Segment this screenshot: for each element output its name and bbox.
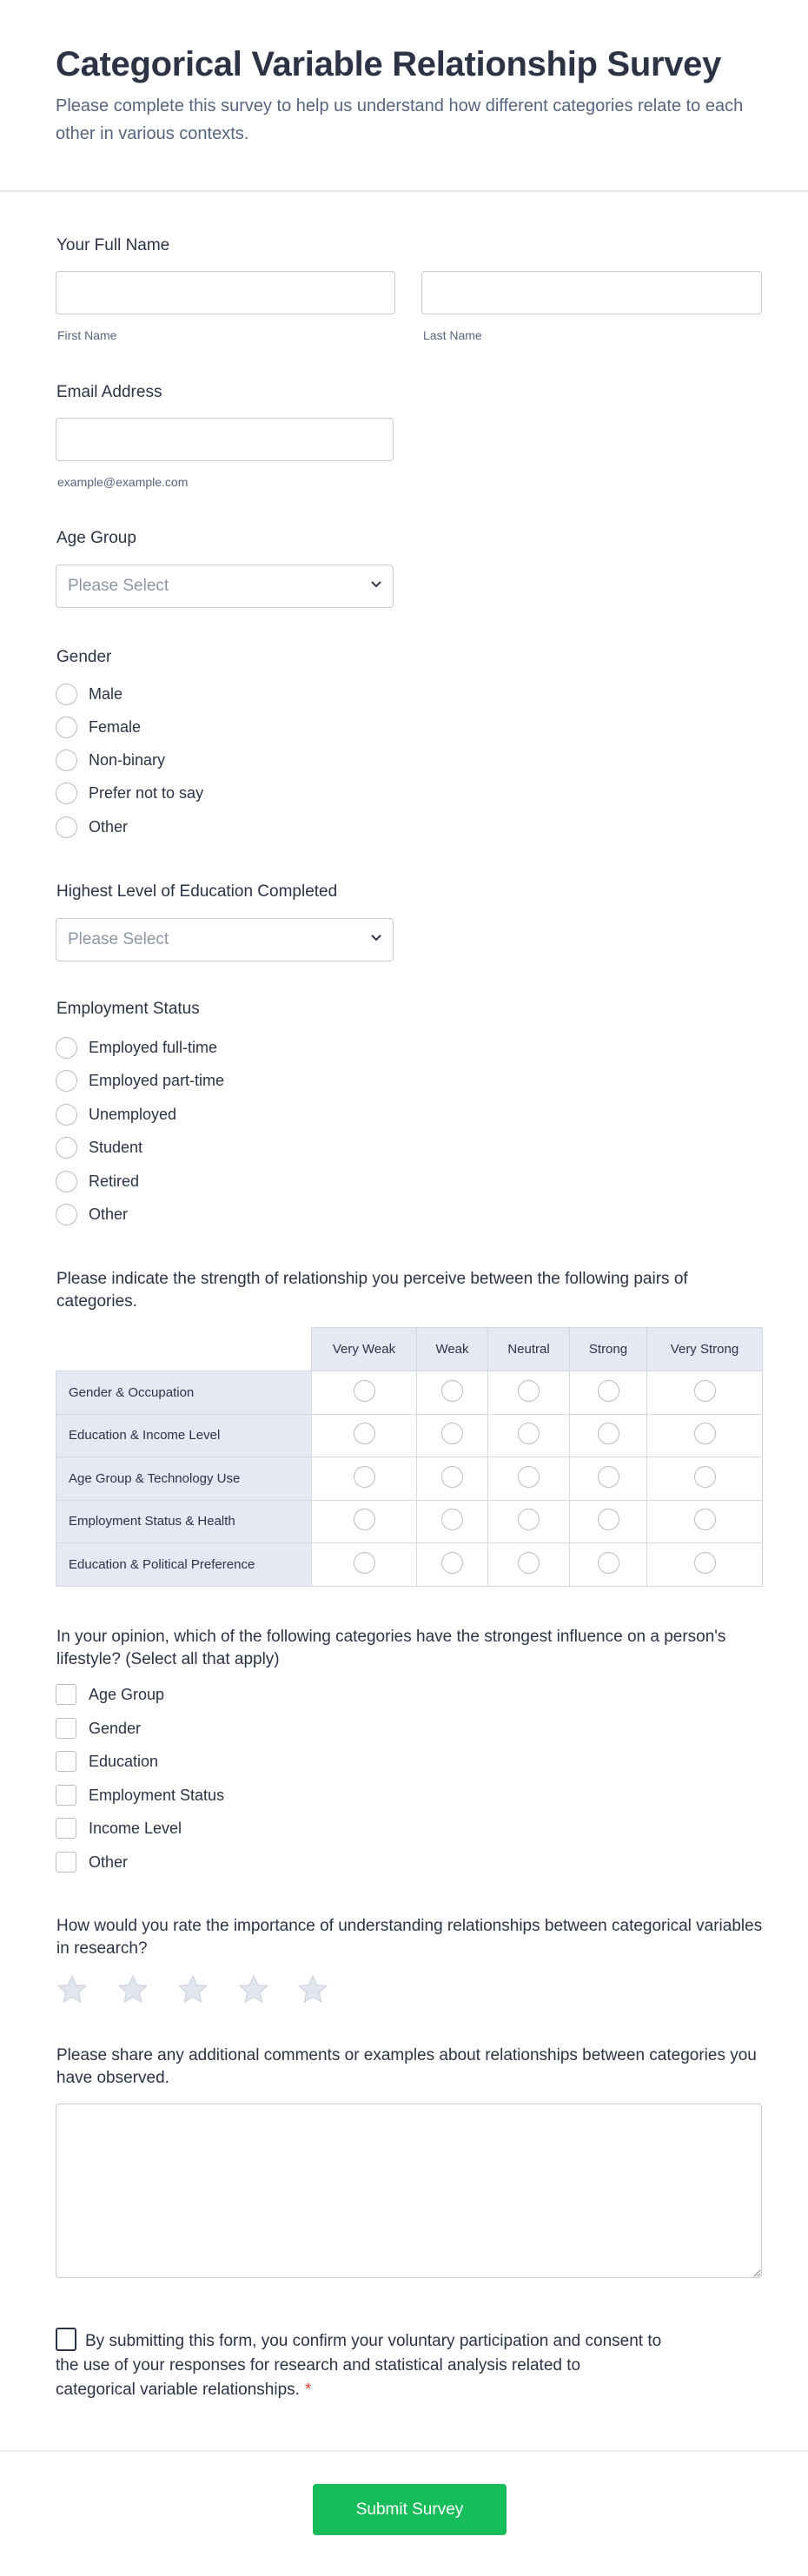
option-label: Education (89, 1752, 159, 1770)
first-name-hint: First Name (57, 328, 117, 342)
matrix-cell[interactable] (312, 1371, 417, 1415)
matrix-cell[interactable] (570, 1414, 647, 1457)
option-label: Gender (89, 1719, 142, 1737)
matrix-row-label: Education & Income Level (56, 1414, 312, 1457)
radio-button[interactable] (518, 1509, 540, 1530)
matrix-row-label: Employment Status & Health (56, 1500, 312, 1543)
checkbox[interactable] (56, 1818, 76, 1839)
employment-option[interactable] (56, 1202, 128, 1226)
matrix-row (56, 1414, 763, 1457)
divider (0, 2450, 808, 2452)
option-label: Income Level (89, 1819, 182, 1837)
radio-button[interactable] (694, 1552, 716, 1574)
employment-option[interactable] (56, 1102, 176, 1126)
gender-option[interactable] (56, 682, 123, 706)
matrix-cell[interactable] (488, 1500, 570, 1543)
consent-text: By submitting this form, you confirm your voluntary participation and consent to the use of your responses for research and statistical analysis related to categorical variable relationships. (56, 2332, 662, 2399)
matrix-cell[interactable] (312, 1543, 417, 1587)
matrix-cell[interactable] (488, 1371, 570, 1415)
checkbox[interactable] (56, 1852, 76, 1873)
radio-button[interactable] (56, 1204, 77, 1225)
gender-label: Gender (56, 648, 112, 666)
radio-button[interactable] (56, 750, 77, 771)
education-select[interactable] (56, 918, 394, 961)
chevron-down-icon (370, 931, 382, 943)
gender-option[interactable] (56, 781, 203, 805)
employment-option[interactable] (56, 1169, 139, 1193)
radio-button[interactable] (441, 1466, 463, 1488)
employment-option[interactable] (56, 1135, 142, 1159)
radio-button[interactable] (56, 1137, 77, 1159)
matrix-cell[interactable] (570, 1500, 647, 1543)
radio-button[interactable] (518, 1552, 540, 1574)
matrix-cell[interactable] (647, 1457, 763, 1501)
matrix-column-header: Neutral (488, 1328, 570, 1371)
matrix-row-label: Gender & Occupation (56, 1371, 312, 1415)
option-label: Employed part-time (89, 1071, 225, 1089)
comments-question: Please share any additional comments or examples about relationships between categories you have observed. (56, 2046, 757, 2087)
matrix-cell[interactable] (570, 1371, 647, 1415)
checkbox[interactable] (56, 1684, 76, 1705)
consent-block (56, 2328, 664, 2402)
gender-option[interactable] (56, 815, 128, 839)
radio-button[interactable] (441, 1552, 463, 1574)
age-group-select[interactable] (56, 565, 394, 608)
matrix-cell[interactable] (647, 1543, 763, 1587)
last-name-hint: Last Name (423, 328, 482, 342)
matrix-question: Please indicate the strength of relationship you perceive between the following pairs of categories. (56, 1270, 688, 1311)
full-name-label: Your Full Name (56, 236, 170, 254)
radio-button[interactable] (354, 1466, 375, 1488)
radio-button[interactable] (694, 1423, 716, 1444)
radio-button[interactable] (598, 1509, 619, 1530)
influence-option[interactable] (56, 1682, 164, 1707)
radio-button[interactable] (598, 1552, 619, 1574)
checkbox[interactable] (56, 1718, 76, 1739)
star-icon[interactable] (176, 1973, 210, 2006)
rating-question: How would you rate the importance of understanding relationships between categorical variables in research? (56, 1917, 763, 1958)
relationship-matrix (56, 1327, 763, 1587)
option-label: Non-binary (89, 750, 166, 769)
matrix-cell[interactable] (488, 1414, 570, 1457)
radio-button[interactable] (441, 1380, 463, 1402)
radio-button[interactable] (354, 1380, 375, 1402)
option-label: Age Group (89, 1685, 165, 1703)
matrix-cell[interactable] (417, 1543, 488, 1587)
option-label: Female (89, 717, 142, 736)
influence-option[interactable] (56, 1749, 158, 1773)
radio-button[interactable] (56, 684, 77, 705)
radio-button[interactable] (354, 1423, 375, 1444)
option-label: Retired (89, 1172, 140, 1190)
matrix-cell[interactable] (570, 1543, 647, 1587)
option-label: Male (89, 684, 123, 703)
age-group-label: Age Group (56, 529, 136, 547)
option-label: Other (89, 1205, 129, 1223)
last-name-input[interactable] (421, 271, 762, 314)
matrix-corner (56, 1328, 312, 1371)
matrix-row (56, 1543, 763, 1587)
radio-button[interactable] (694, 1380, 716, 1402)
matrix-cell[interactable] (312, 1500, 417, 1543)
option-label: Other (89, 817, 129, 836)
matrix-column-header: Very Weak (312, 1328, 417, 1371)
radio-button[interactable] (598, 1380, 619, 1402)
gender-option[interactable] (56, 715, 141, 739)
education-label: Highest Level of Education Completed (56, 882, 338, 901)
matrix-cell[interactable] (417, 1500, 488, 1543)
radio-button[interactable] (694, 1466, 716, 1488)
matrix-cell[interactable] (570, 1457, 647, 1501)
radio-button[interactable] (441, 1423, 463, 1444)
submit-button[interactable]: Submit Survey (313, 2484, 507, 2535)
divider (0, 190, 808, 192)
option-label: Student (89, 1138, 143, 1156)
age-group-placeholder: Please Select (68, 577, 169, 595)
influence-option[interactable] (56, 1816, 182, 1840)
matrix-row (56, 1457, 763, 1501)
matrix-column-header: Very Strong (647, 1328, 763, 1371)
radio-button[interactable] (598, 1423, 619, 1444)
radio-button[interactable] (518, 1466, 540, 1488)
radio-button[interactable] (56, 1104, 77, 1126)
matrix-cell[interactable] (417, 1457, 488, 1501)
option-label: Unemployed (89, 1105, 177, 1123)
gender-option[interactable] (56, 748, 165, 772)
star-icon[interactable] (55, 1973, 89, 2006)
radio-button[interactable] (518, 1380, 540, 1402)
radio-button[interactable] (441, 1509, 463, 1530)
radio-button[interactable] (56, 1037, 77, 1059)
matrix-cell[interactable] (417, 1414, 488, 1457)
radio-button[interactable] (354, 1509, 375, 1530)
page-title: Categorical Variable Relationship Survey (56, 45, 722, 83)
radio-button[interactable] (56, 1070, 77, 1092)
influence-option[interactable] (56, 1716, 141, 1740)
matrix-row (56, 1371, 763, 1415)
star-icon[interactable] (236, 1973, 271, 2006)
matrix-row (56, 1500, 763, 1543)
matrix-cell[interactable] (312, 1414, 417, 1457)
option-label: Employment Status (89, 1786, 225, 1804)
matrix-cell[interactable] (488, 1543, 570, 1587)
radio-button[interactable] (354, 1552, 375, 1574)
email-input[interactable] (56, 418, 394, 461)
checkbox[interactable] (56, 1751, 76, 1772)
chevron-down-icon (370, 578, 382, 590)
employment-option[interactable] (56, 1068, 224, 1093)
employment-option[interactable] (56, 1035, 217, 1060)
matrix-cell[interactable] (647, 1500, 763, 1543)
education-placeholder: Please Select (68, 930, 169, 948)
radio-button[interactable] (56, 1171, 77, 1192)
matrix-row-label: Education & Political Preference (56, 1543, 312, 1587)
radio-button[interactable] (56, 717, 77, 738)
matrix-cell[interactable] (417, 1371, 488, 1415)
radio-button[interactable] (56, 783, 77, 804)
checkbox[interactable] (56, 1785, 76, 1806)
radio-button[interactable] (518, 1423, 540, 1444)
radio-button[interactable] (56, 816, 77, 838)
first-name-input[interactable] (56, 271, 395, 314)
email-hint: example@example.com (57, 475, 189, 489)
required-mark: * (304, 2381, 312, 2399)
radio-button[interactable] (598, 1466, 619, 1488)
influence-option[interactable] (56, 1850, 128, 1874)
matrix-column-header: Weak (417, 1328, 488, 1371)
influence-question: In your opinion, which of the following categories have the strongest influence on a person's lifestyle? (Select all that apply) (56, 1628, 726, 1668)
star-icon[interactable] (116, 1973, 150, 2006)
influence-option[interactable] (56, 1783, 224, 1807)
radio-button[interactable] (694, 1509, 716, 1530)
employment-label: Employment Status (56, 1000, 200, 1018)
page-subtitle: Please complete this survey to help us understand how different categories relate to each other in various contexts. (56, 96, 744, 143)
consent-checkbox[interactable] (56, 2328, 76, 2351)
option-label: Prefer not to say (89, 783, 204, 802)
star-icon[interactable] (295, 1973, 330, 2006)
matrix-row-label: Age Group & Technology Use (56, 1457, 312, 1501)
matrix-cell[interactable] (647, 1371, 763, 1415)
email-label: Email Address (56, 383, 162, 401)
comments-textarea[interactable] (56, 2104, 762, 2278)
matrix-cell[interactable] (488, 1457, 570, 1501)
option-label: Other (89, 1853, 129, 1871)
matrix-column-header: Strong (570, 1328, 647, 1371)
option-label: Employed full-time (89, 1038, 218, 1056)
matrix-cell[interactable] (312, 1457, 417, 1501)
matrix-cell[interactable] (647, 1414, 763, 1457)
